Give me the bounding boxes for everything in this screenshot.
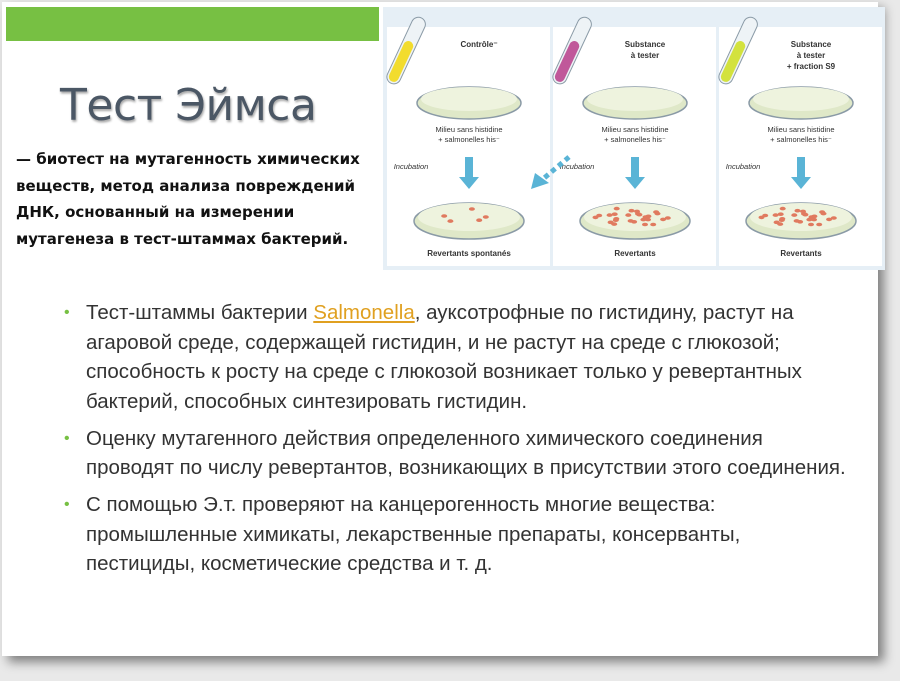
colony-dot [665, 216, 671, 220]
ames-test-figure [383, 7, 885, 270]
colony-dot [797, 220, 803, 224]
colony-dot [635, 212, 641, 216]
colony-dot [469, 207, 475, 211]
colony-dot [777, 222, 783, 226]
incubation-label: Incubation [725, 162, 761, 171]
bullet-item: • Оценку мутагенного действия определенного химического соединения проводят по числу ревертантов, возникающих в присутствии этого соединения. [64, 424, 854, 483]
colony-dot [625, 213, 631, 217]
colony-dot [759, 216, 765, 220]
incubation-label: Incubation [559, 162, 595, 171]
tube-label: + fraction S9 [786, 62, 836, 71]
accent-bar [6, 7, 379, 41]
result-label: Revertants [780, 249, 822, 258]
colony-dot [642, 223, 648, 227]
result-label: Revertants spontanés [427, 249, 511, 258]
colony-dot [593, 216, 599, 220]
colony-dot [791, 213, 797, 217]
colony-dot [831, 216, 837, 220]
medium-label: Milieu sans histidine [767, 125, 835, 134]
test-tube-icon [385, 15, 428, 86]
result-label: Revertants [614, 249, 656, 258]
colony-dot [607, 213, 613, 217]
colony-dot [441, 214, 447, 218]
test-tube-icon [717, 15, 760, 86]
bullet-dot-icon: • [64, 304, 70, 321]
colony-dot [811, 218, 817, 222]
medium-label: Milieu sans histidine [435, 125, 503, 134]
down-arrow-icon [625, 157, 645, 189]
colony-dot [778, 212, 784, 216]
colony-dot [613, 218, 619, 222]
salmonella-link[interactable]: Salmonella [313, 301, 415, 324]
bullet-dot-icon: • [64, 429, 70, 447]
colony-dot [645, 215, 651, 219]
medium-label: Milieu sans histidine [601, 125, 669, 134]
slide-subtitle: — биотест на мутагенность химических веществ, метод анализа повреждений ДНК, основанный на измерении мутагенеза в тест-штаммах бактерий. [16, 150, 360, 248]
medium-label: + salmonelles his⁻ [438, 135, 500, 144]
tube-label: à tester [630, 51, 660, 60]
slide-title: Тест Эймса [60, 80, 317, 131]
bullet-dot-icon: • [64, 496, 70, 513]
incubation-label: Incubation [393, 162, 429, 171]
medium-label: + salmonelles his⁻ [604, 135, 666, 144]
down-arrow-icon [459, 157, 479, 189]
colony-dot [653, 210, 659, 214]
colony-dot [650, 223, 656, 227]
slide [2, 2, 878, 656]
colony-dot [801, 212, 807, 216]
colony-dot [611, 222, 617, 226]
colony-dot [819, 210, 825, 214]
figure-drawing [383, 7, 885, 270]
colony-dot [808, 223, 814, 227]
colony-dot [483, 215, 489, 219]
test-tube-icon [551, 15, 594, 86]
colony-dot [612, 212, 618, 216]
colony-dot [779, 218, 785, 222]
colony-dot [780, 207, 786, 211]
colony-dot [631, 220, 637, 224]
colony-dot [447, 219, 453, 223]
colony-dot [614, 207, 620, 211]
tube-label: Contrôle⁻ [460, 40, 498, 49]
tube-label: Substance [624, 40, 666, 49]
bullet-item: • С помощью Э.т. проверяют на канцерогенность многие вещества: промышленные химикаты, лекарственные препараты, консерванты, пестициды, косметические средства и т. д. [64, 490, 854, 579]
colony-dot [816, 223, 822, 227]
colony-dot [795, 209, 801, 213]
bullet-item: • Тест-штаммы бактерии Salmonella, ауксотрофные по гистидину, растут на агаровой среде, содержащей гистидин, и не растут на среде с глюкозой; способность к росту на среде с глюкозой возникает только у ревертантных бактерий, способных синтезировать гистидин. [64, 298, 854, 416]
tube-label: Substance [790, 40, 832, 49]
bullet-list [64, 298, 854, 586]
medium-label: + salmonelles his⁻ [770, 135, 832, 144]
colony-dot [629, 209, 635, 213]
colony-dot [645, 218, 651, 222]
colony-dot [811, 215, 817, 219]
tube-label: à tester [796, 51, 826, 60]
down-arrow-icon [791, 157, 811, 189]
colony-dot [773, 213, 779, 217]
colony-dot [476, 218, 482, 222]
